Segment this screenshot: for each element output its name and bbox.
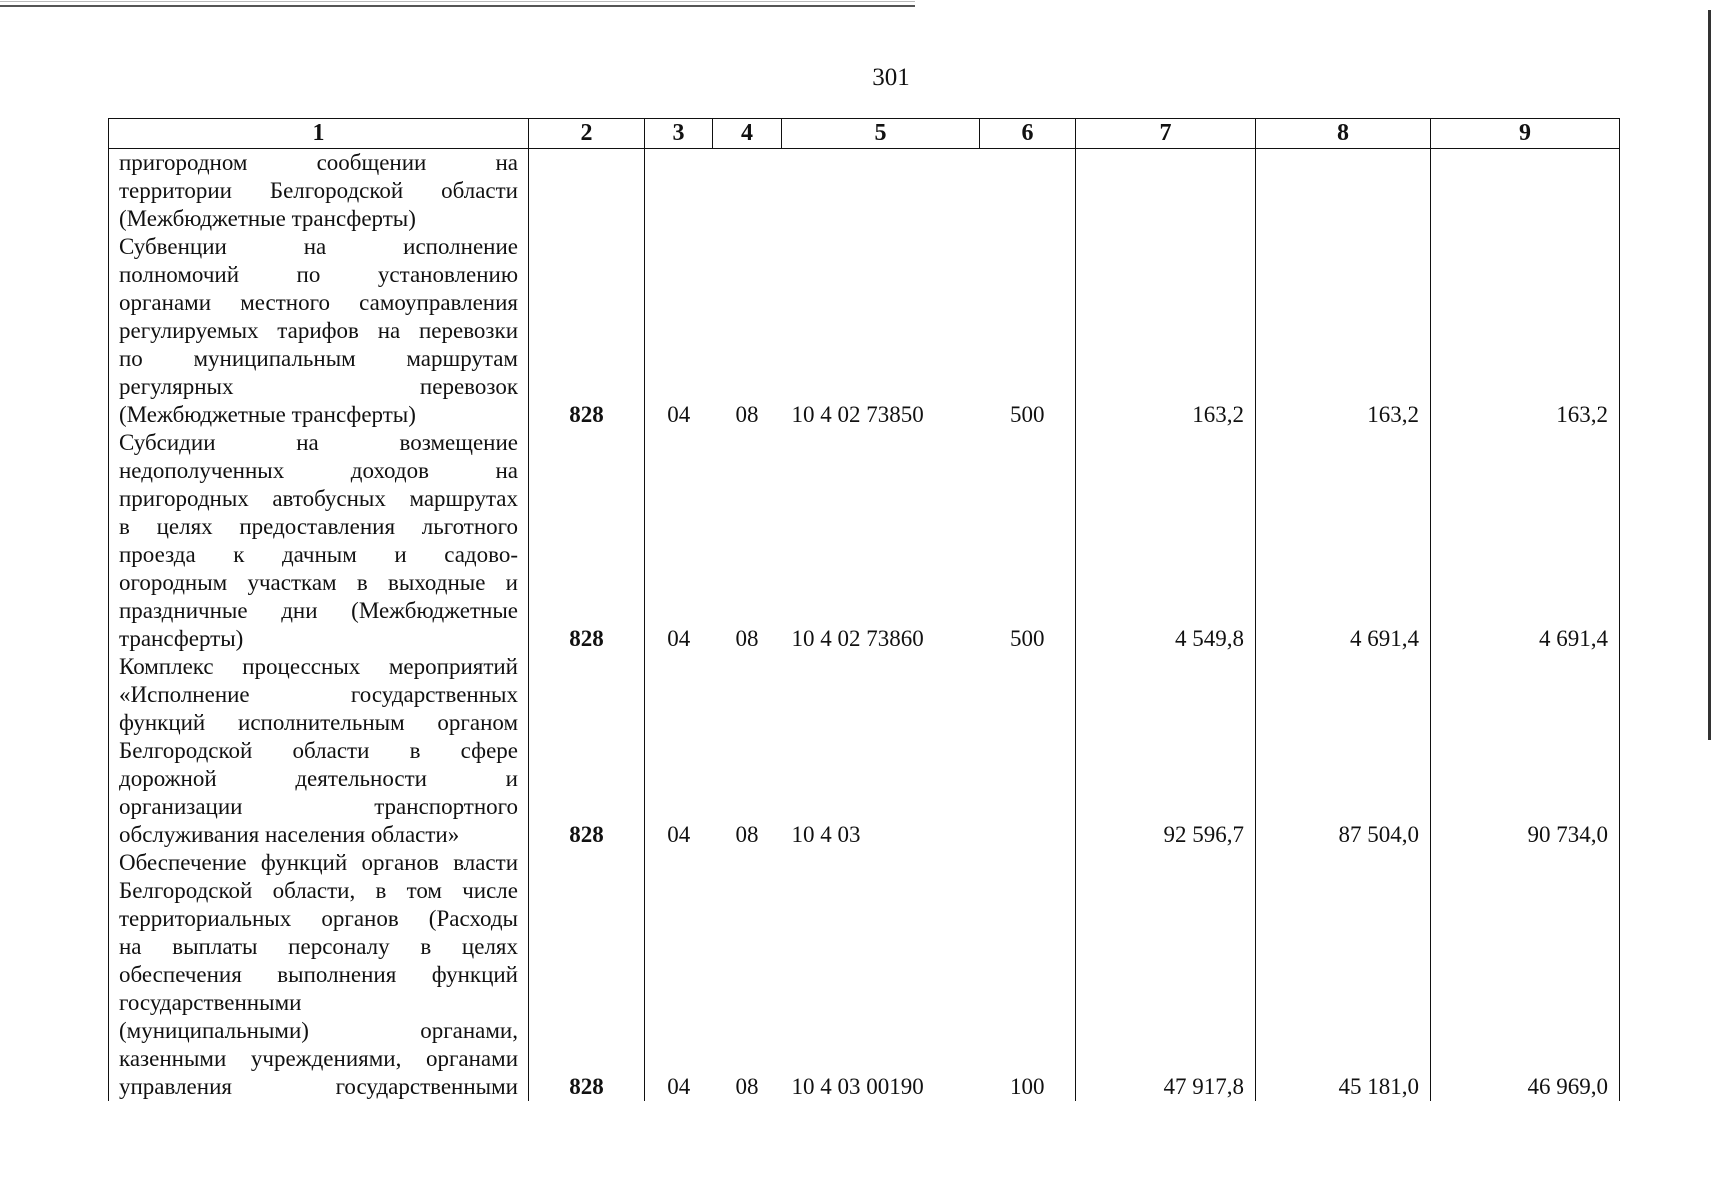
description-line: (Межбюджетные трансферты)	[119, 206, 416, 231]
description-line: обслуживания населения области»	[119, 822, 460, 847]
description-line: праздничные дни (Межбюджетные	[119, 598, 518, 623]
row-description	[109, 429, 529, 653]
table-header-row	[109, 119, 1620, 149]
column-header: 9	[1431, 119, 1620, 149]
page-number: 301	[872, 64, 910, 91]
subsection-code	[713, 149, 782, 234]
expense-type-code	[980, 653, 1076, 849]
table-row	[109, 849, 1620, 1101]
description-line: (муниципальными) органами,	[119, 1018, 518, 1043]
subsection-code: 08	[735, 1074, 759, 1099]
amount-year-3: 46 969,0	[1431, 849, 1620, 1101]
amount-year-2: 45 181,0	[1256, 849, 1431, 1101]
description-line: государственными	[119, 990, 302, 1015]
target-article-code: 10 4 03 00190	[791, 1074, 924, 1099]
description-line: «Исполнение государственных	[119, 682, 518, 707]
target-article-code	[782, 149, 980, 234]
description-line: территории Белгородской области	[119, 178, 518, 203]
description-line: Субвенции на исполнение	[119, 234, 518, 259]
column-header: 6	[980, 119, 1076, 149]
description-line: пригородном сообщении на	[119, 150, 518, 175]
chapter-code	[645, 149, 713, 234]
chapter-code: 04	[645, 849, 713, 1101]
target-article-code: 10 4 02 73860	[791, 626, 924, 651]
section-code: 828	[529, 233, 645, 429]
amount-year-3	[1431, 149, 1620, 234]
column-header: 3	[645, 119, 713, 149]
description-line: в целях предоставления льготного	[119, 514, 518, 539]
description-line: регулярных перевозок	[119, 374, 518, 399]
description-line: казенными учреждениями, органами	[119, 1046, 518, 1071]
expense-type-code: 500	[980, 429, 1076, 653]
amount-year-3: 163,2	[1431, 233, 1620, 429]
description-line: организации транспортного	[119, 794, 518, 819]
subsection-code: 08	[735, 402, 759, 427]
description-line: трансферты)	[119, 626, 244, 651]
description-line: недополученных доходов на	[119, 458, 518, 483]
description-line: на выплаты персоналу в целях	[119, 934, 518, 959]
chapter-code: 04	[645, 429, 713, 653]
description-line: функций исполнительным органом	[119, 710, 518, 735]
description-line: управления государственными	[119, 1074, 518, 1099]
amount-year-1: 47 917,8	[1076, 849, 1256, 1101]
table-row	[109, 233, 1620, 429]
amount-year-1	[1076, 149, 1256, 234]
description-line: полномочий по установлению	[119, 262, 518, 287]
section-code: 828	[529, 653, 645, 849]
amount-year-2	[1256, 149, 1431, 234]
amount-year-3: 4 691,4	[1431, 429, 1620, 653]
column-header: 2	[529, 119, 645, 149]
row-description	[109, 233, 529, 429]
row-description	[109, 149, 529, 234]
section-code: 828	[529, 429, 645, 653]
description-line: регулируемых тарифов на перевозки	[119, 318, 518, 343]
expense-type-code: 100	[980, 849, 1076, 1101]
chapter-code: 04	[645, 233, 713, 429]
section-code: 828	[529, 849, 645, 1101]
description-line: дорожной деятельности и	[119, 766, 518, 791]
column-header: 4	[713, 119, 782, 149]
description-line: Белгородской области, в том числе	[119, 878, 518, 903]
table-row	[109, 429, 1620, 653]
amount-year-2: 4 691,4	[1256, 429, 1431, 653]
row-description	[109, 653, 529, 849]
section-code	[529, 149, 645, 234]
subsection-code: 08	[735, 626, 759, 651]
target-article-code: 10 4 02 73850	[791, 402, 924, 427]
amount-year-2: 163,2	[1256, 233, 1431, 429]
description-line: проезда к дачным и садово-	[119, 542, 518, 567]
expense-type-code: 500	[980, 233, 1076, 429]
scan-artifact-edge	[1708, 10, 1711, 740]
description-line: огородным участкам в выходные и	[119, 570, 518, 595]
column-header: 8	[1256, 119, 1431, 149]
row-description	[109, 849, 529, 1101]
description-line: по муниципальным маршрутам	[119, 346, 518, 371]
description-line: Обеспечение функций органов власти	[119, 850, 518, 875]
scan-artifact-line	[0, 5, 915, 7]
description-line: (Межбюджетные трансферты)	[119, 402, 416, 427]
description-line: Белгородской области в сфере	[119, 738, 518, 763]
amount-year-1: 163,2	[1076, 233, 1256, 429]
amount-year-1: 4 549,8	[1076, 429, 1256, 653]
scan-artifact-line	[0, 1, 915, 2]
description-line: обеспечения выполнения функций	[119, 962, 518, 987]
amount-year-3: 90 734,0	[1431, 653, 1620, 849]
table-row	[109, 149, 1620, 234]
description-line: Комплекс процессных мероприятий	[119, 654, 518, 679]
budget-table	[108, 118, 1620, 1101]
chapter-code: 04	[645, 653, 713, 849]
description-line: Субсидии на возмещение	[119, 430, 518, 455]
description-line: пригородных автобусных маршрутах	[119, 486, 518, 511]
amount-year-1: 92 596,7	[1076, 653, 1256, 849]
description-line: территориальных органов (Расходы	[119, 906, 518, 931]
subsection-code: 08	[735, 822, 759, 847]
column-header: 1	[109, 119, 529, 149]
description-line: органами местного самоуправления	[119, 290, 518, 315]
expense-type-code	[980, 149, 1076, 234]
table-row	[109, 653, 1620, 849]
column-header: 7	[1076, 119, 1256, 149]
column-header: 5	[782, 119, 980, 149]
target-article-code: 10 4 03	[791, 822, 861, 847]
amount-year-2: 87 504,0	[1256, 653, 1431, 849]
